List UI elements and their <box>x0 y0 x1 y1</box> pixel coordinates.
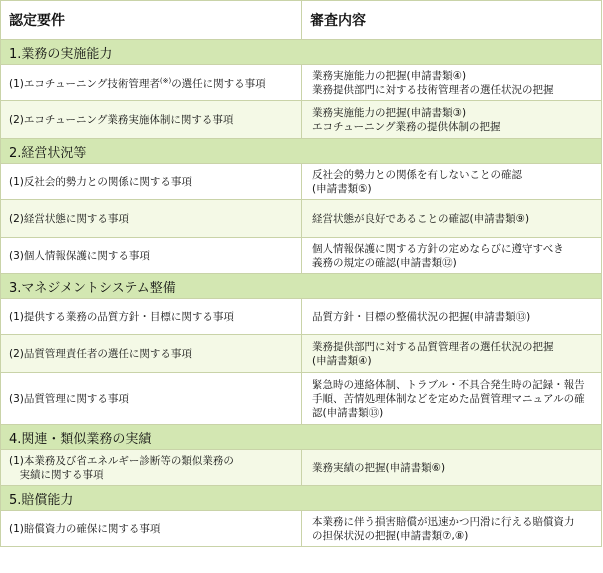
review-cell <box>302 65 602 101</box>
review-text: 業務実績の把握(申請書類⑥) <box>312 461 446 474</box>
review-cell <box>302 238 602 274</box>
review-text: 個人情報保護に関する方針の定めならびに遵守すべき <box>312 242 564 255</box>
review-text: 品質方針・目標の整備状況の把握(申請書類⑬) <box>312 310 531 323</box>
requirement-text: (2)経営状態に関する事項 <box>9 212 129 225</box>
review-text: 手順、苦情処理体制などを定めた品質管理マニュアルの確 <box>312 392 585 405</box>
requirement-text: (2)品質管理責任者の選任に関する事項 <box>9 347 192 360</box>
table-row <box>1 450 602 486</box>
table-row <box>1 101 602 139</box>
review-text: 業務提供部門に対する技術管理者の選任状況の把握 <box>312 83 554 96</box>
table-row <box>1 65 602 101</box>
requirement-cell <box>1 65 302 101</box>
review-text: 業務提供部門に対する品質管理者の選任状況の把握 <box>312 340 554 353</box>
table-row <box>1 200 602 238</box>
review-text: 本業務に伴う損害賠償が迅速かつ円滑に行える賠償資力 <box>312 515 575 528</box>
table-row <box>1 299 602 335</box>
section-title: 1.業務の実施能力 <box>1 40 602 65</box>
table-row <box>1 164 602 200</box>
requirement-header: 認定要件 <box>1 1 302 40</box>
table-row <box>1 373 602 425</box>
review-text: (申請書類⑤) <box>312 182 372 195</box>
table-row <box>1 238 602 274</box>
requirement-cell <box>1 373 302 425</box>
review-cell <box>302 450 602 486</box>
requirement-cell <box>1 511 302 547</box>
section-title: 5.賠償能力 <box>1 486 602 511</box>
requirement-cell <box>1 450 302 486</box>
section-row <box>1 139 602 164</box>
section-title: 2.経営状況等 <box>1 139 602 164</box>
review-text: (申請書類④) <box>312 354 372 367</box>
requirement-text: (1)エコチューニング技術管理者(※)の選任に関する事項 <box>9 77 266 90</box>
footnote-mark: (※) <box>159 77 172 85</box>
table-row <box>1 335 602 373</box>
review-cell <box>302 335 602 373</box>
section-row <box>1 40 602 65</box>
requirement-text: (1)提供する業務の品質方針・目標に関する事項 <box>9 310 234 323</box>
requirement-text: (3)品質管理に関する事項 <box>9 392 129 405</box>
review-cell <box>302 299 602 335</box>
requirement-text: (2)エコチューニング業務実施体制に関する事項 <box>9 113 234 126</box>
requirement-text: 実績に関する事項 <box>9 468 104 481</box>
requirement-text: (3)個人情報保護に関する事項 <box>9 249 150 262</box>
review-text: 義務の規定の確認(申請書類⑫) <box>312 256 457 269</box>
header-row <box>1 1 602 40</box>
review-header: 審査内容 <box>302 1 602 40</box>
review-text: 緊急時の連絡体制、トラブル・不具合発生時の記録・報告 <box>312 378 585 391</box>
requirement-cell <box>1 299 302 335</box>
section-row <box>1 274 602 299</box>
requirement-text: (1)賠償資力の確保に関する事項 <box>9 522 161 535</box>
section-title: 3.マネジメントシステム整備 <box>1 274 602 299</box>
review-text: 反社会的勢力との関係を有しないことの確認 <box>312 168 522 181</box>
requirement-cell <box>1 164 302 200</box>
review-text: 業務実施能力の把握(申請書類③) <box>312 106 467 119</box>
review-cell <box>302 373 602 425</box>
section-title: 4.関連・類似業務の実績 <box>1 425 602 450</box>
review-cell <box>302 164 602 200</box>
review-cell <box>302 511 602 547</box>
requirement-cell <box>1 238 302 274</box>
review-text: 認(申請書類⑬) <box>312 406 384 419</box>
review-text: 業務実施能力の把握(申請書類④) <box>312 69 467 82</box>
section-row <box>1 486 602 511</box>
review-text: エコチューニング業務の提供体制の把握 <box>312 120 501 133</box>
requirement-cell <box>1 335 302 373</box>
review-cell <box>302 101 602 139</box>
requirement-text: (1)本業務及び省エネルギー診断等の類似業務の <box>9 454 234 467</box>
table-row <box>1 511 602 547</box>
review-text: 経営状態が良好であることの確認(申請書類⑨) <box>312 212 530 225</box>
review-cell <box>302 200 602 238</box>
review-text: の担保状況の把握(申請書類⑦,⑧) <box>312 529 469 542</box>
requirement-cell <box>1 200 302 238</box>
requirement-cell <box>1 101 302 139</box>
section-row <box>1 425 602 450</box>
requirement-text: (1)反社会的勢力との関係に関する事項 <box>9 175 192 188</box>
